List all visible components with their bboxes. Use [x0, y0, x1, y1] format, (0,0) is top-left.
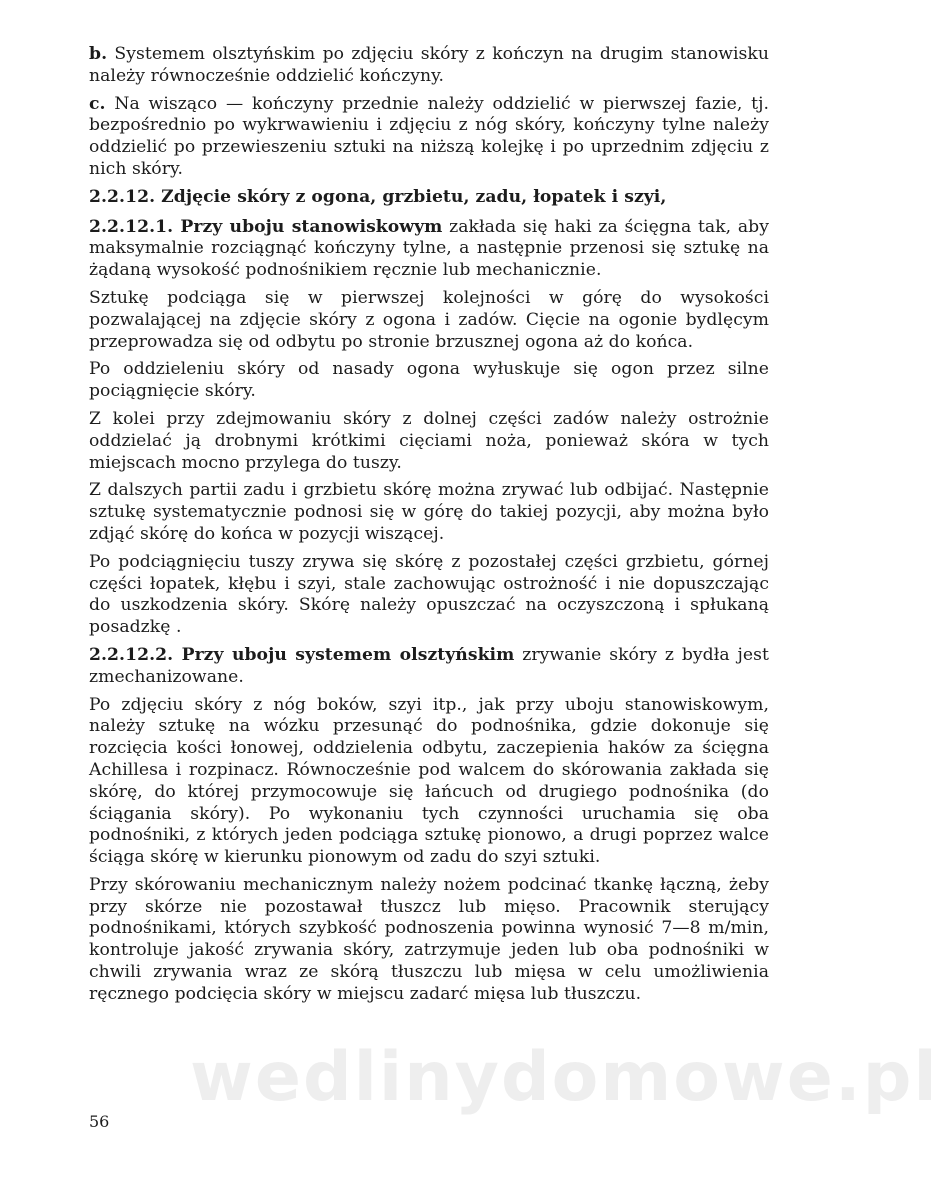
- paragraph: Przy skórowaniu mechanicznym należy nożem podcinać tkankę łączną, żeby przy skórze nie pozostawał tłuszcz lub mięso. Pracownik sterujący podnośnikami, których szybkość podnoszenia powinna wynosić 7—8 m/min, kontroluje jakość zrywania skóry, zatrzymuje jeden lub oba podnośniki w chwili zrywania wraz ze skórą tłuszczu lub mięsa w celu umożliwienia ręcznego podcięcia skóry w miejscu zadarć mięsa lub tłuszczu.: [89, 874, 769, 1004]
- watermark-text: wedlinydomowe.pl: [190, 1038, 939, 1117]
- subsection-label: 2.2.12.1. Przy uboju stanowiskowym: [89, 216, 443, 237]
- list-item-b: [89, 44, 769, 88]
- paragraph: Po zdjęciu skóry z nóg boków, szyi itp., jak przy uboju stanowiskowym, należy sztukę na wózku przesunąć do podnośnika, gdzie dokonuje się rozcięcia kości łonowej, oddzielenia odbytu, zaczepienia haków za ścięgna Achillesa i rozpinacz. Równocześnie pod walcem do skórowania zakłada się skórę, do której przymocowuje się łańcuch od drugiego podnośnika (do ściągania skóry). Po wykonaniu tych czynności uruchamia się oba podnośniki, z których jeden podciąga sztukę pionowo, a drugi poprzez walce ściąga skórę w kierunku pionowym od zadu do szyi sztuki.: [89, 694, 769, 868]
- paragraph: Sztukę podciąga się w pierwszej kolejności w górę do wysokości pozwalającej na zdjęcie skóry z ogona i zadów. Cięcie na ogonie bydlęcym przeprowadza się od odbytu po stronie brzusznej ogona aż do końca.: [89, 287, 769, 352]
- section-heading: 2.2.12. Zdjęcie skóry z ogona, grzbietu, zadu, łopatek i szyi,: [89, 186, 667, 207]
- body-text: [89, 44, 769, 1012]
- subsection-2-2-12-2: [89, 645, 769, 689]
- paragraph: Po oddzieleniu skóry od nasady ogona wyłuskuje się ogon przez silne pociągnięcie skóry.: [89, 359, 769, 402]
- list-item-c: [89, 94, 769, 181]
- paragraph: Z dalszych partii zadu i grzbietu skórę można zrywać lub odbijać. Następnie sztukę systematycznie podnosi się w górę do takiej pozycji, aby można było zdjąć skórę do końca w pozycji wiszącej.: [89, 480, 769, 544]
- paragraph-text: zrywanie skóry z bydła jest zmechanizowane.: [89, 644, 769, 687]
- paragraph-text: zakłada się haki za ścięgna tak, aby maksymalnie rozciągnąć kończyny tylne, a następnie przenosi się sztukę na żądaną wysokość podnośnikiem ręcznie lub mechanicznie.: [89, 216, 769, 281]
- paragraph: Po podciągnięciu tuszy zrywa się skórę z pozostałej części grzbietu, górnej części łopatek, kłębu i szyi, stale zachowując ostrożność i nie dopuszczając do uszkodzenia skóry. Skórę należy opuszczać na oczyszczoną i spłukaną posadzkę .: [89, 551, 769, 638]
- subsection-2-2-12-1: [89, 217, 769, 282]
- subsection-label: 2.2.12.2. Przy uboju systemem olsztyńskim: [89, 644, 515, 665]
- item-label: b.: [89, 44, 108, 64]
- item-text: Na wisząco — kończyny przednie należy oddzielić w pierwszej fazie, tj. bezpośrednio po wykrwawieniu i zdjęciu z nóg skóry, kończyny tylne należy oddzielić po przewieszeniu sztuki na niższą kolejkę i po uprzednim zdjęciu z nich skóry.: [89, 93, 769, 179]
- item-text: Systemem olsztyńskim po zdjęciu skóry z kończyn na drugim stanowisku należy równocześnie oddzielić kończyny.: [89, 44, 769, 86]
- item-label: c.: [89, 93, 106, 114]
- paragraph: Z kolei przy zdejmowaniu skóry z dolnej części zadów należy ostrożnie oddzielać ją drobnymi krótkimi cięciami noża, ponieważ skóra w tych miejscach mocno przylega do tuszy.: [89, 408, 769, 473]
- page-number: 56: [89, 1112, 110, 1131]
